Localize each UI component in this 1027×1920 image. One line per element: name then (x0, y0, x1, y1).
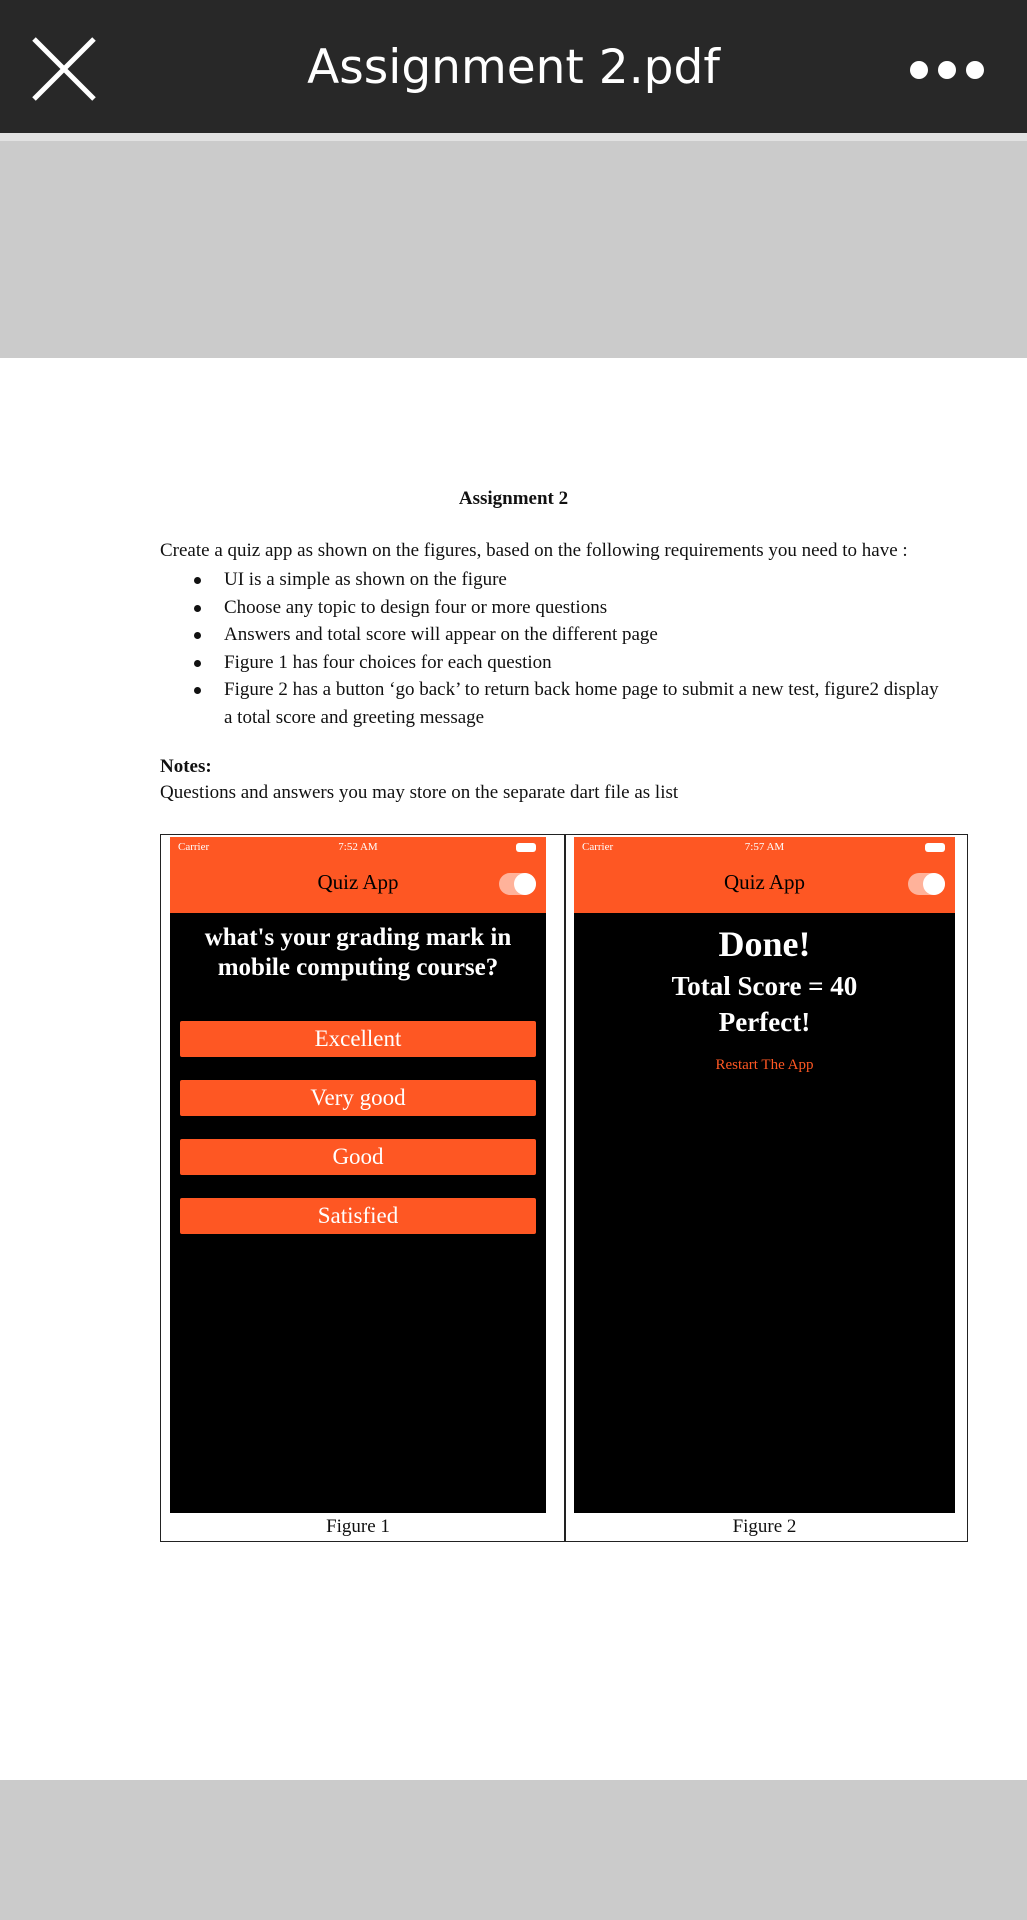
assignment-title: Assignment 2 (458, 488, 569, 509)
app-title: Quiz App (317, 870, 399, 894)
app-title: Quiz App (723, 870, 806, 894)
greeting-message: Perfect! (718, 1007, 811, 1037)
answer-button-good[interactable]: Good (180, 1139, 536, 1175)
viewer-toolbar (0, 0, 1027, 133)
theme-toggle[interactable] (499, 873, 536, 895)
status-time: 7:57 AM (744, 841, 785, 853)
list-item (190, 594, 950, 622)
status-bar (170, 837, 546, 859)
list-item-text: Figure 2 has a button ‘go back’ to return back home page to submit a new test, figure2 display a total score and greeting message (224, 679, 939, 728)
more-icon[interactable] (897, 50, 997, 90)
carrier-label: Carrier (178, 841, 210, 853)
battery-icon (925, 843, 945, 852)
answer-button-excellent[interactable]: Excellent (180, 1021, 536, 1057)
requirements-list (190, 566, 950, 731)
answer-button-very-good[interactable]: Very good (180, 1080, 536, 1116)
figure-divider (564, 835, 566, 1541)
bullet-icon (194, 605, 201, 612)
notes-text: Questions and answers you may store on the separate dart file as list (160, 782, 679, 803)
app-bar (574, 837, 955, 913)
list-item-text: UI is a simple as shown on the figure (224, 569, 507, 590)
list-item-text: Choose any topic to design four or more questions (224, 596, 608, 618)
more-dot (938, 61, 956, 79)
bullet-icon (194, 577, 201, 584)
status-bar (574, 837, 955, 859)
list-item (190, 649, 950, 677)
toggle-knob (514, 873, 536, 895)
theme-toggle[interactable] (908, 873, 945, 895)
bullet-icon (194, 687, 201, 694)
total-score: Total Score = 40 (671, 971, 858, 1001)
list-item (190, 566, 950, 594)
more-dot (966, 61, 984, 79)
list-item (190, 676, 950, 731)
bullet-icon (194, 660, 201, 667)
status-time: 7:52 AM (338, 841, 378, 853)
toggle-knob (923, 873, 945, 895)
toolbar-divider (0, 133, 1027, 141)
more-dot (910, 61, 928, 79)
list-item-text: Answers and total score will appear on the different page (224, 624, 658, 645)
intro-text: Create a quiz app as shown on the figures, based on the following requirements you need to have : (160, 540, 908, 561)
list-item (190, 621, 950, 649)
figure1-caption: Figure 1 (326, 1516, 390, 1537)
figure1-screenshot (170, 837, 546, 1513)
answer-button-satisfied[interactable]: Satisfied (180, 1198, 536, 1234)
list-item-text: Figure 1 has four choices for each question (224, 651, 552, 673)
app-bar (170, 837, 546, 913)
done-heading: Done! (718, 924, 811, 964)
figure2-screenshot (574, 837, 955, 1513)
question-text: what's your grading mark in mobile computing course? (204, 924, 512, 981)
notes-heading: Notes: (160, 756, 212, 777)
figures-table (160, 834, 968, 1542)
carrier-label: Carrier (582, 841, 614, 853)
restart-button[interactable]: Restart The App (715, 1057, 814, 1073)
document-title: Assignment 2.pdf (307, 40, 720, 95)
pdf-page[interactable] (0, 358, 1027, 1780)
bullet-icon (194, 632, 201, 639)
figure2-caption: Figure 2 (732, 1516, 797, 1537)
battery-icon (516, 843, 536, 852)
